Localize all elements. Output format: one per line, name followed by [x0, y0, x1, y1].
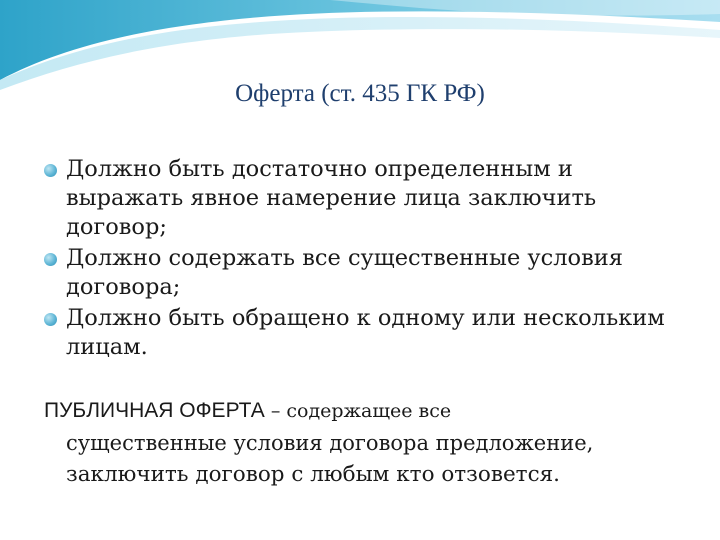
bullet-item-addressed: [44, 304, 684, 362]
bullet-dot-icon: [44, 313, 57, 326]
bullet-line: выражать явное намерение лица заключить: [66, 185, 597, 211]
bullet-list: [44, 155, 684, 364]
public-offer-line: заключить договор с любым кто отзовется.: [66, 462, 561, 487]
bullet-dot-icon: [44, 164, 57, 177]
bullet-item-definite: [44, 155, 684, 242]
bullet-dot-icon: [44, 253, 57, 266]
bullet-line: Должно содержать все существенные условия: [66, 245, 623, 271]
bullet-line: договора;: [66, 274, 181, 300]
public-offer-heading: ПУБЛИЧНАЯ ОФЕРТА: [44, 399, 265, 422]
bullet-line: договор;: [66, 214, 167, 240]
bullet-line: Должно быть достаточно определенным и: [66, 156, 573, 182]
public-offer-dash-text: – содержащее все: [264, 400, 452, 422]
bullet-line: лицам.: [66, 334, 148, 360]
header-wave-decoration: [0, 0, 720, 90]
public-offer-paragraph: [44, 394, 694, 491]
bullet-line: Должно быть обращено к одному или нескольким: [66, 305, 665, 331]
slide-title: Оферта (ст. 435 ГК РФ): [235, 80, 485, 107]
bullet-item-essential-terms: [44, 244, 684, 302]
public-offer-line: существенные условия договора предложение,: [66, 431, 594, 455]
